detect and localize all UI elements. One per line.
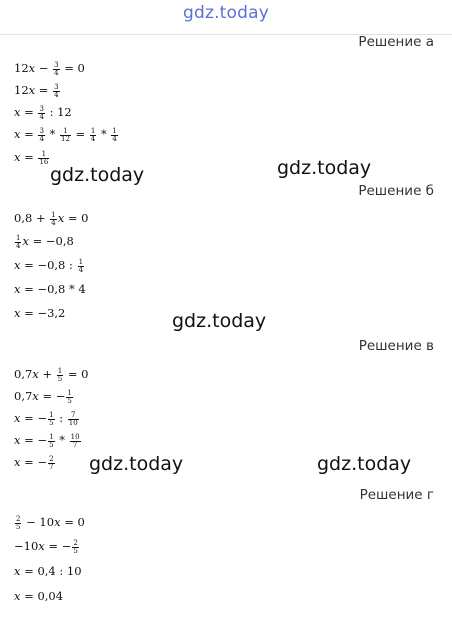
solution-v-line-5: x = − $\frac{2}{7}$: [14, 454, 54, 471]
watermark-1: gdz.today: [50, 164, 145, 186]
watermark-3: gdz.today: [172, 310, 267, 332]
solution-v-line-1: 0,7x + $\frac{1}{5}$ = 0: [14, 366, 89, 383]
heading-solution-a: Решение а: [358, 34, 434, 50]
solution-b-line-1: 0,8 + $\frac{1}{4}$ x = 0: [14, 210, 89, 227]
fraction: $\frac{1}{5}$: [49, 432, 54, 449]
fraction: $\frac{10}{7}$: [70, 432, 80, 449]
watermark-4: gdz.today: [89, 453, 184, 475]
fraction: $\frac{1}{5}$: [57, 366, 63, 383]
fraction: $\frac{7}{10}$: [68, 410, 78, 427]
fraction: $\frac{1}{4}$: [90, 126, 96, 143]
fraction: $\frac{2}{7}$: [49, 454, 54, 471]
fraction: $\frac{3}{4}$: [39, 126, 44, 143]
site-logo[interactable]: gdz.today: [182, 3, 270, 23]
solution-a-line-3: x = $\frac{3}{4}$ : 12: [14, 104, 72, 121]
fraction: $\frac{1}{4}$: [51, 210, 56, 227]
fraction: $\frac{1}{4}$: [16, 233, 21, 250]
fraction: $\frac{3}{4}$: [54, 60, 59, 77]
heading-solution-v: Решение в: [358, 338, 434, 354]
solution-a-line-1: 12x − $\frac{3}{4}$ = 0: [14, 60, 85, 77]
fraction: $\frac{2}{5}$: [73, 538, 78, 555]
fraction: $\frac{1}{5}$: [49, 410, 54, 427]
solution-g-line-4: x = 0,04: [14, 589, 64, 603]
solution-v-line-4: x = − $\frac{1}{5}$ * $\frac{10}{7}$: [14, 432, 80, 449]
fraction: $\frac{1}{4}$: [78, 257, 84, 274]
solution-v-line-3: x = − $\frac{1}{5}$ : $\frac{7}{10}$: [14, 410, 78, 427]
watermark-5: gdz.today: [317, 453, 412, 475]
solution-g-line-3: x = 0,4 : 10: [14, 564, 82, 578]
heading-solution-g: Решение г: [359, 487, 434, 503]
solution-a-line-4: x = $\frac{3}{4}$ * $\frac{1}{12}$ = $\frac{1}{4}$ * $\frac{1}{4}$: [14, 126, 117, 143]
fraction: $\frac{3}{4}$: [39, 104, 44, 121]
solution-b-line-4: x = −0,8 * 4: [14, 282, 86, 296]
heading-solution-b: Решение б: [358, 183, 434, 199]
fraction: $\frac{3}{4}$: [54, 82, 59, 99]
fraction: $\frac{1}{12}$: [60, 126, 70, 143]
solution-g-line-2: −10x = − $\frac{2}{5}$: [14, 538, 78, 555]
solution-b-line-5: x = −3,2: [14, 306, 66, 320]
fraction: $\frac{1}{16}$: [39, 149, 49, 166]
watermark-2: gdz.today: [277, 157, 372, 179]
solution-b-line-2: $\frac{1}{4}$ x = −0,8: [16, 233, 74, 250]
solution-g-line-1: $\frac{2}{5}$ − 10x = 0: [16, 514, 85, 531]
solution-a-line-5: x = $\frac{1}{16}$: [14, 149, 49, 166]
solution-v-line-2: 0,7x = − $\frac{1}{5}$: [14, 388, 72, 405]
solution-b-line-3: x = −0,8 : $\frac{1}{4}$: [14, 257, 84, 274]
fraction: $\frac{1}{4}$: [112, 126, 117, 143]
fraction: $\frac{1}{5}$: [67, 388, 72, 405]
fraction: $\frac{2}{5}$: [16, 514, 21, 531]
solution-a-line-2: 12x = $\frac{3}{4}$: [14, 82, 59, 99]
